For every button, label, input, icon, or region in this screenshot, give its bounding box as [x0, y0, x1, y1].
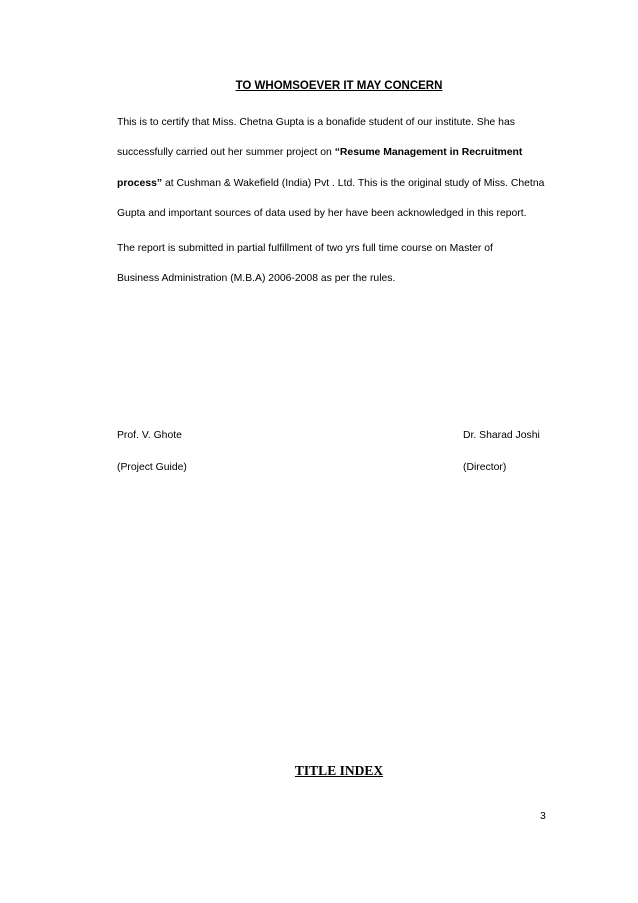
certificate-line-6: Business Administration (M.B.A) 2006-2008 as per the rules. — [117, 273, 396, 284]
certificate-line-5: The report is submitted in partial fulfillment of two yrs full time course on Master of — [117, 243, 493, 254]
certificate-line-2 — [117, 146, 522, 160]
certificate-line-3 — [117, 177, 544, 191]
project-title-part-1: “Resume Management in Recruitment — [334, 147, 523, 158]
project-title-part-2: process” — [117, 178, 163, 189]
director-name: Dr. Sharad Joshi — [463, 430, 540, 441]
title-index-heading: TITLE INDEX — [294, 763, 384, 778]
guide-name: Prof. V. Ghote — [117, 430, 182, 441]
certificate-heading: TO WHOMSOEVER IT MAY CONCERN — [235, 80, 443, 92]
certificate-line-4: Gupta and important sources of data used by her have been acknowledged in this report. — [117, 208, 527, 219]
certificate-line-3-text: at Cushman & Wakefield (India) Pvt . Ltd. This is the original study of Miss. Chetna — [162, 178, 545, 189]
certificate-line-2-text: successfully carried out her summer project on — [117, 147, 335, 158]
page-number: 3 — [540, 811, 546, 822]
guide-role: (Project Guide) — [117, 462, 187, 473]
certificate-line-1: This is to certify that Miss. Chetna Gupta is a bonafide student of our institute. She has — [117, 117, 515, 128]
director-role: (Director) — [463, 462, 507, 473]
